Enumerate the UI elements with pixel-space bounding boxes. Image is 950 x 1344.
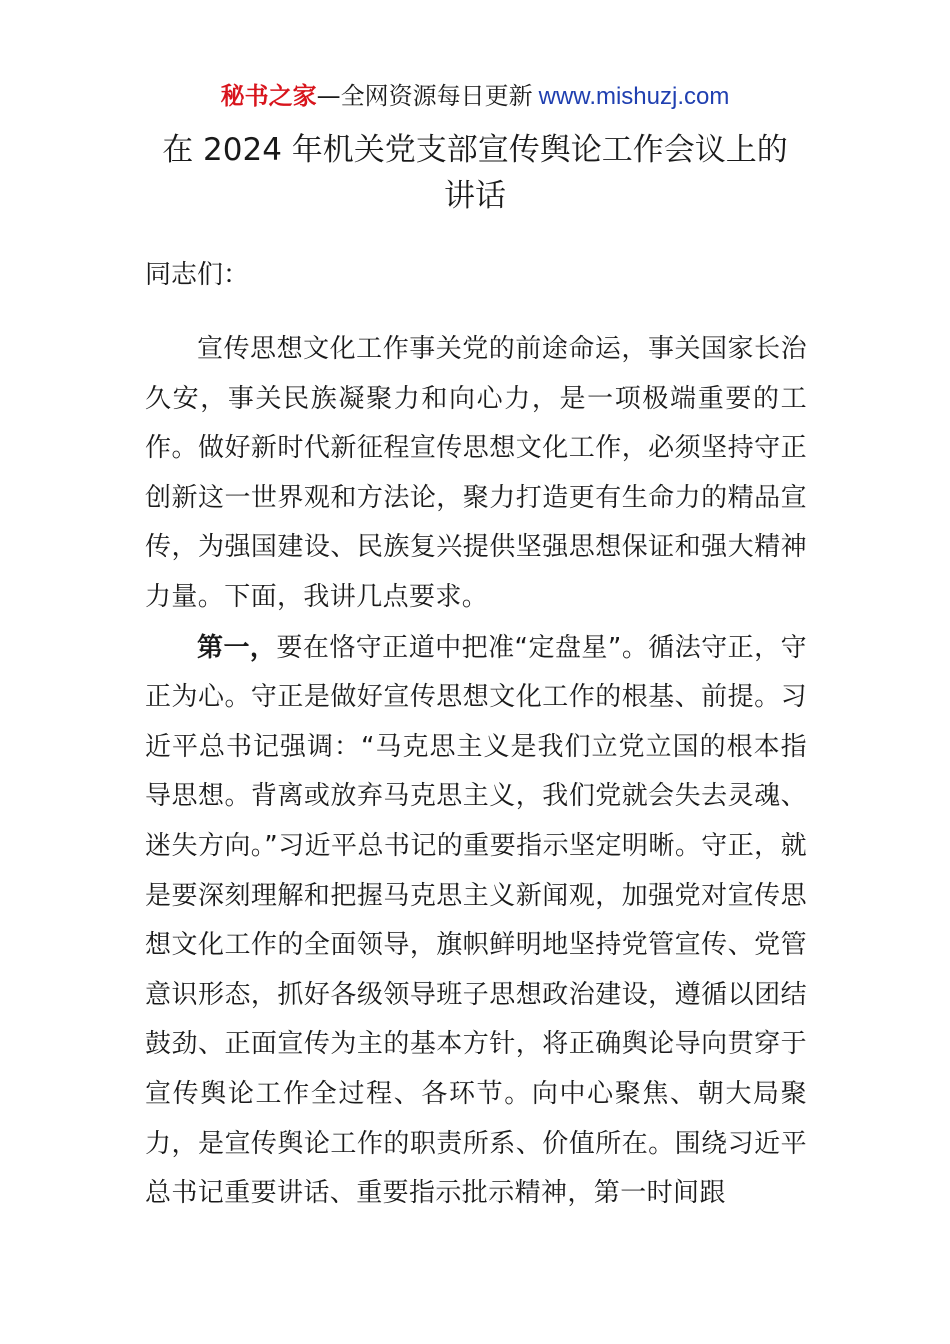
brand-name: 秘书之家 bbox=[220, 82, 317, 110]
site-url-link[interactable]: www.mishuzj.com bbox=[538, 83, 730, 110]
paragraph-text: 宣传思想文化工作事关党的前途命运，事关国家长治久安，事关民族凝聚力和向心力，是一项极端重要的工作。做好新时代新征程宣传思想文化工作，必须坚持守正创新这一世界观和方法论，聚力打造更有生命力的精品宣传，为强国建设、民族复兴提供坚强思想保证和强大精神力量。下面，我讲几点要求。 bbox=[145, 334, 807, 612]
document-body bbox=[145, 325, 807, 1219]
paragraph-lead: 第一， bbox=[197, 632, 277, 663]
title-line-1: 在 2024 年机关党支部宣传舆论工作会议上的 bbox=[162, 132, 788, 168]
paragraph-2 bbox=[145, 624, 807, 1219]
paragraph-text: 要在恪守正道中把准“定盘星”。循法守正，守正为心。守正是做好宣传思想文化工作的根基、前提。习近平总书记强调：“马克思主义是我们立党立国的根本指导思想。背离或放弃马克思主义，我们党就会失去灵魂、迷失方向。”习近平总书记的重要指示坚定明晰。守正，就是要深刻理解和把握马克思主义新闻观，加强党对宣传思想文化工作的全面领导，旗帜鲜明地坚持党管宣传、党管意识形态，抓好各级领导班子思想政治建设，遵循以团结鼓劲、正面宣传为主的基本方针，将正确舆论导向贯穿于宣传舆论工作全过程、各环节。向中心聚焦、朝大局聚力，是宣传舆论工作的职责所系、价值所在。围绕习近平总书记重要讲话、重要指示批示精神，第一时间跟 bbox=[145, 632, 807, 1209]
salutation: 同志们： bbox=[145, 260, 250, 290]
paragraph-1 bbox=[145, 325, 807, 623]
document-title bbox=[120, 127, 830, 219]
site-header bbox=[0, 80, 950, 113]
header-tagline: —全网资源每日更新 bbox=[316, 82, 533, 110]
title-line-2: 讲话 bbox=[444, 178, 506, 214]
